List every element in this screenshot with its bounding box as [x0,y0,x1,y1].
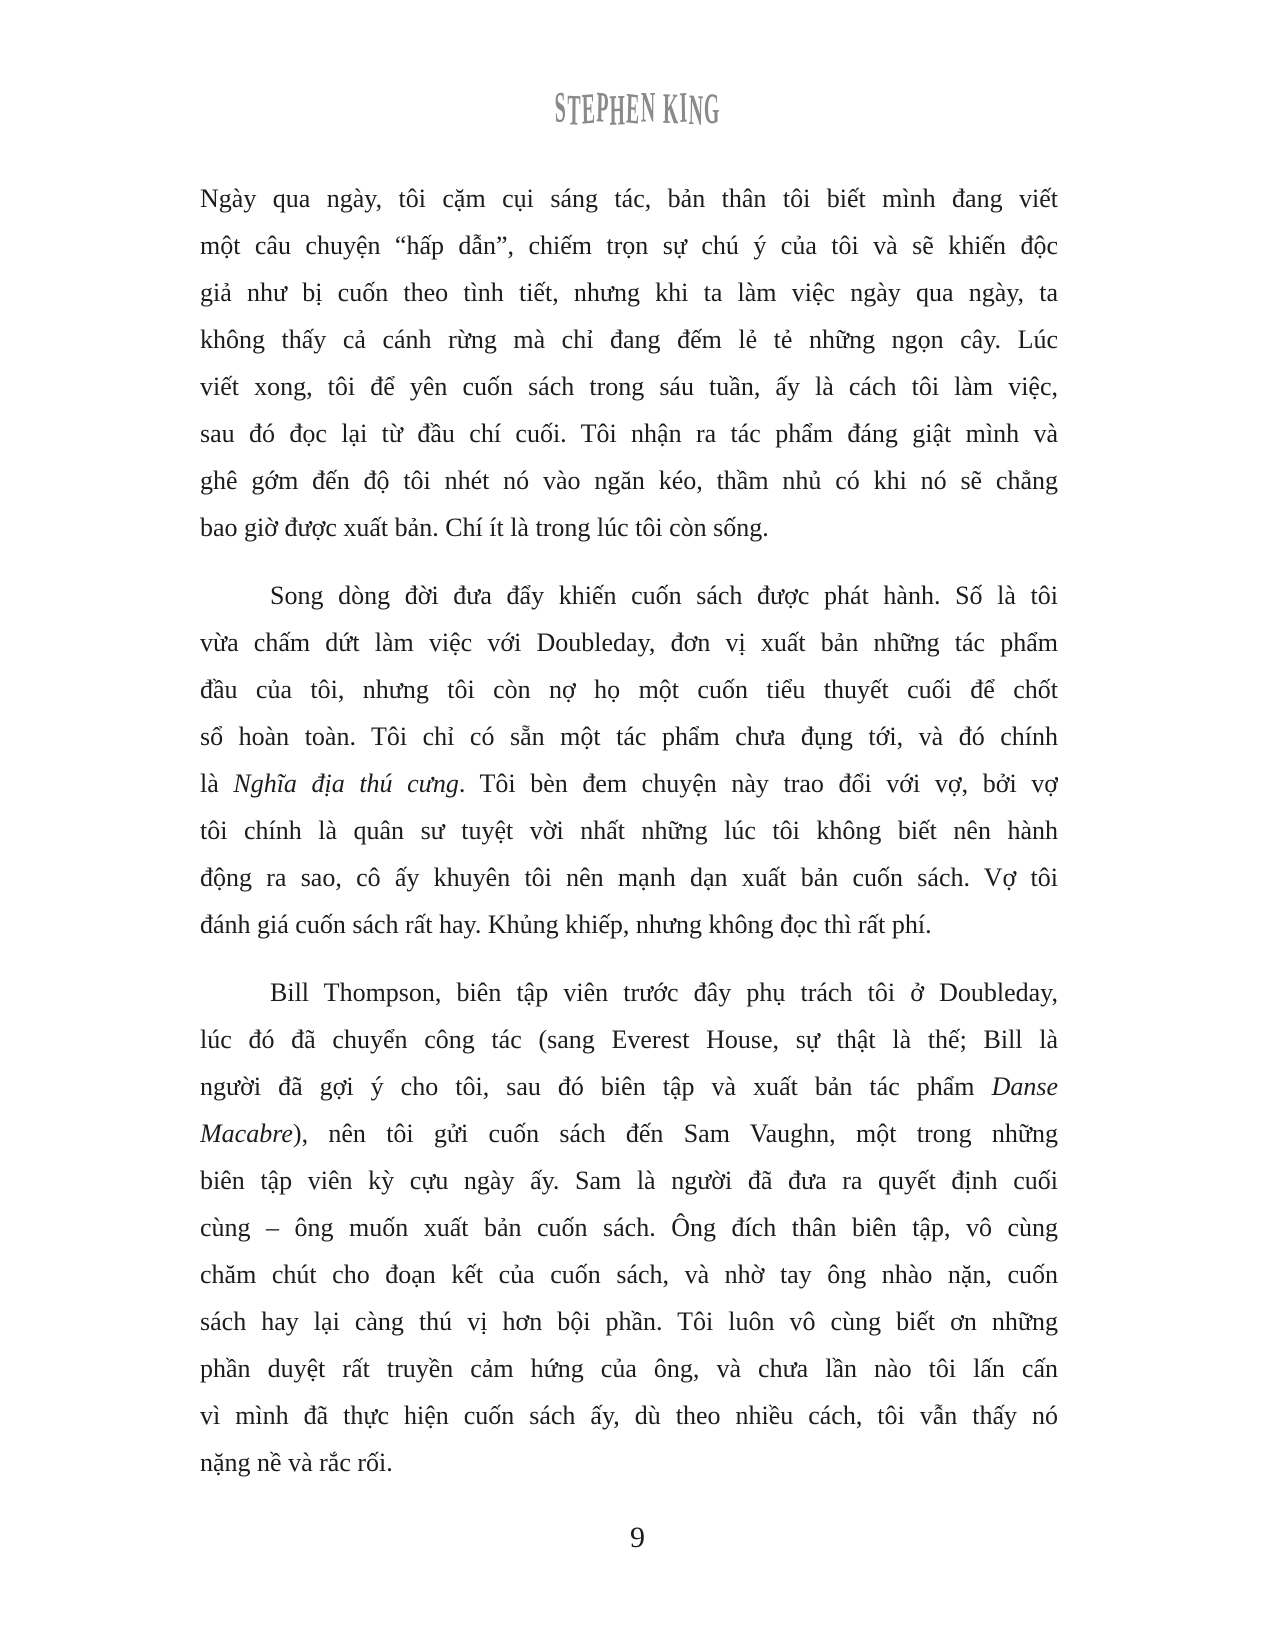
body-text-run: tôi chính là quân sư tuyệt vời nhất những lúc tôi không biết nên hành [200,816,1058,845]
text-line [200,1251,1058,1298]
body-text-run: ghê gớm đến độ tôi nhét nó vào ngăn kéo, thầm nhủ có khi nó sẽ chẳng [200,466,1058,495]
text-line [200,175,1058,222]
body-text-run: sách hay lại càng thú vị hơn bội phần. Tôi luôn vô cùng biết ơn những [200,1307,1058,1336]
text-line [200,1345,1058,1392]
body-text [200,175,1058,1486]
author-name-text [554,78,720,142]
text-line [200,807,1058,854]
text-line [200,969,1058,1016]
running-head-letter: K [662,85,680,134]
body-text-run: nặng nề và rắc rối. [200,1448,393,1477]
text-line [200,619,1058,666]
body-text-run: vì mình đã thực hiện cuốn sách ấy, dù theo nhiều cách, tôi vẫn thấy nó [200,1401,1058,1430]
body-text-run: Ngày qua ngày, tôi cặm cụi sáng tác, bản thân tôi biết mình đang viết [200,184,1058,213]
text-line [200,666,1058,713]
text-line [200,1110,1058,1157]
body-text-run: động ra sao, cô ấy khuyên tôi nên mạnh dạn xuất bản cuốn sách. Vợ tôi [200,863,1058,892]
text-line [200,1063,1058,1110]
text-line [200,1157,1058,1204]
body-text-run: Song dòng đời đưa đẩy khiến cuốn sách được phát hành. Số là tôi [270,581,1058,610]
running-head-letter: N [640,83,657,132]
body-text-run: cùng – ông muốn xuất bản cuốn sách. Ông đích thân biên tập, vô cùng [200,1213,1058,1242]
running-head-letter: S [553,83,568,133]
text-line [200,1204,1058,1251]
text-line [200,901,1058,948]
running-head-letter: H [609,86,627,135]
body-text-run: vừa chấm dứt làm việc với Doubleday, đơn vị xuất bản những tác phẩm [200,628,1058,657]
running-head-letter: N [687,86,705,136]
paragraph [200,969,1058,1486]
text-line [200,504,1058,551]
italic-title-text: Nghĩa địa thú cưng [233,769,459,798]
text-line [200,316,1058,363]
paragraph [200,175,1058,551]
running-head-letter: E [580,84,597,134]
paragraph [200,572,1058,948]
body-text-run: phần duyệt rất truyền cảm hứng của ông, và chưa lần nào tôi lấn cấn [200,1354,1058,1383]
body-text-run: bao giờ được xuất bản. Chí ít là trong lúc tôi còn sống. [200,513,769,542]
body-text-run: Bill Thompson, biên tập viên trước đây phụ trách tôi ở Doubleday, [270,978,1058,1007]
running-head-letter: E [625,84,642,135]
page-number: 9 [630,1521,645,1554]
text-line [200,572,1058,619]
body-text-run: . Tôi bèn đem chuyện này trao đổi với vợ, bởi vợ [458,769,1058,798]
text-line [200,1392,1058,1439]
running-head-letter: G [703,85,721,134]
text-line [200,457,1058,504]
body-text-run: đầu của tôi, nhưng tôi còn nợ họ một cuốn tiểu thuyết cuối để chốt [200,675,1058,704]
italic-title-text: Macabre [200,1119,293,1148]
text-line [200,760,1058,807]
running-head-letter: P [595,83,610,133]
running-head-letter: I [678,83,689,133]
body-text-run: ), nên tôi gửi cuốn sách đến Sam Vaughn, một trong những [292,1119,1058,1148]
body-text-run: sổ hoàn toàn. Tôi chỉ có sẵn một tác phẩm chưa đụng tới, và đó chính [200,722,1058,751]
text-line [200,222,1058,269]
text-line [200,1016,1058,1063]
body-text-run: người đã gợi ý cho tôi, sau đó biên tập và xuất bản tác phẩm [200,1072,992,1101]
body-text-run: là [200,769,234,798]
text-line [200,410,1058,457]
text-line [200,269,1058,316]
running-head-letter: T [566,86,582,135]
text-line [200,1439,1058,1486]
body-text-run: biên tập viên kỳ cựu ngày ấy. Sam là người đã đưa ra quyết định cuối [200,1166,1058,1195]
body-text-run: chăm chút cho đoạn kết của cuốn sách, và nhờ tay ông nhào nặn, cuốn [200,1260,1058,1289]
body-text-run: viết xong, tôi để yên cuốn sách trong sáu tuần, ấy là cách tôi làm việc, [200,372,1058,401]
body-text-run: không thấy cả cánh rừng mà chỉ đang đếm lẻ tẻ những ngọn cây. Lúc [200,325,1058,354]
text-line [200,854,1058,901]
body-text-run: một câu chuyện “hấp dẫn”, chiếm trọn sự chú ý của tôi và sẽ khiến độc [200,231,1058,260]
text-line [200,363,1058,410]
italic-title-text: Danse [991,1072,1058,1101]
body-text-run: lúc đó đã chuyển công tác (sang Everest House, sự thật là thế; Bill là [200,1025,1058,1054]
text-line [200,713,1058,760]
body-text-run: đánh giá cuốn sách rất hay. Khủng khiếp, nhưng không đọc thì rất phí. [200,910,932,939]
body-text-run: sau đó đọc lại từ đầu chí cuối. Tôi nhận ra tác phẩm đáng giật mình và [200,419,1058,448]
running-head [0,83,1275,137]
text-line [200,1298,1058,1345]
body-text-run: giả như bị cuốn theo tình tiết, nhưng khi ta làm việc ngày qua ngày, ta [200,278,1058,307]
